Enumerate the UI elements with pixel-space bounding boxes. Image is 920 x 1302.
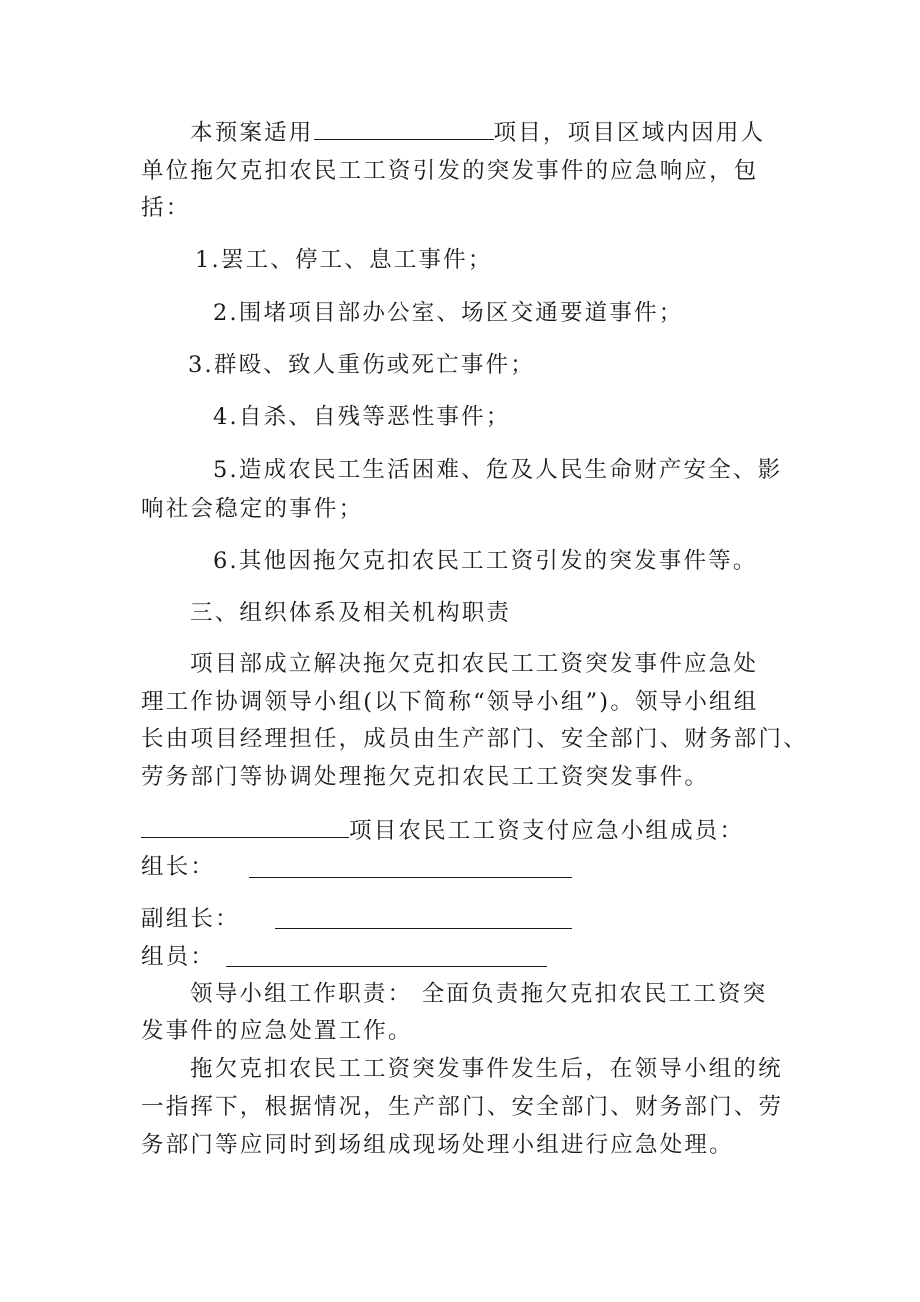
list-item-5: 5.造成农民工生活困难、危及人民生命财产安全、影 <box>213 457 783 483</box>
org-line-3: 长由项目经理担任，成员由生产部门、安全部门、财务部门、 <box>141 726 808 752</box>
team-name-blank[interactable] <box>141 815 349 838</box>
list-item-2: 2.围堵项目部办公室、场区交通要道事件； <box>213 300 684 326</box>
response-line-3: 务部门等应同时到场组成现场处理小组进行应急处理。 <box>141 1132 734 1158</box>
list-item-4: 4.自杀、自残等恶性事件； <box>213 404 511 430</box>
duty-line-2: 发事件的应急处置工作。 <box>141 1018 413 1044</box>
list-item-5-cont: 响社会稳定的事件； <box>141 496 364 522</box>
org-line-2: 理工作协调领导小组(以下简称“领导小组”)。领导小组组 <box>141 689 759 715</box>
scope-line-1 <box>190 117 765 148</box>
deputy-blank[interactable] <box>275 906 572 929</box>
org-line-1: 项目部成立解决拖欠克扣农民工工资突发事件应急处 <box>190 651 759 677</box>
project-name-blank[interactable] <box>314 117 494 140</box>
duty-line-1: 领导小组工作职责： 全面负责拖欠克扣农民工工资突 <box>190 981 768 1007</box>
leader-blank[interactable] <box>249 855 572 878</box>
response-line-2: 一指挥下，根据情况，生产部门、安全部门、财务部门、劳 <box>141 1094 784 1120</box>
leader-label: 组长： <box>141 854 216 880</box>
member-label: 组员： <box>141 944 216 970</box>
deputy-label: 副组长： <box>141 906 240 932</box>
response-line-1: 拖欠克扣农民工工资突发事件发生后，在领导小组的统 <box>190 1056 783 1082</box>
list-item-6: 6.其他因拖欠克扣农民工工资引发的突发事件等。 <box>213 548 758 574</box>
scope-line-2: 单位拖欠克扣农民工工资引发的突发事件的应急响应，包 <box>141 158 759 184</box>
list-item-1: 1.罢工、停工、息工事件； <box>195 247 493 273</box>
section-heading: 三、组织体系及相关机构职责 <box>190 600 512 626</box>
member-blank[interactable] <box>226 944 547 967</box>
members-title-line <box>141 815 744 846</box>
scope-text-before-blank: 本预案适用 <box>190 120 314 146</box>
scope-line-3: 括： <box>141 195 191 221</box>
scope-text-after-blank: 项目，项目区域内因用人 <box>493 120 766 146</box>
org-line-4: 劳务部门等协调处理拖欠克扣农民工工资突发事件。 <box>141 764 710 790</box>
members-title: 项目农民工工资支付应急小组成员： <box>349 818 745 844</box>
list-item-3: 3.群殴、致人重伤或死亡事件； <box>188 352 535 378</box>
